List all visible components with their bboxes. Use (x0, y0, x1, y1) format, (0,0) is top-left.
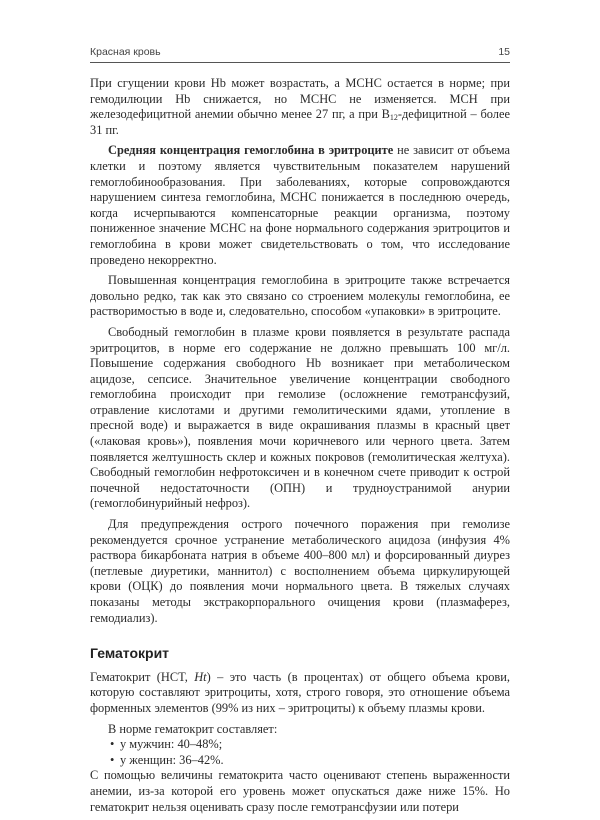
list-item: • у мужчин: 40–48%; (110, 737, 510, 753)
norm-list (90, 737, 510, 768)
norm-intro: В норме гематокрит составляет: (108, 721, 278, 736)
paragraph-text: Гематокрит (HCT, (90, 669, 195, 684)
section-heading: Гематокрит (90, 645, 170, 662)
subscript: 12 (389, 113, 398, 123)
paragraph-high-concentration: Повышенная концентрация гемоглобина в эритроците также встречается довольно редко, так как это связано со строением молекулы гемоглобина, ее растворимостью в воде и, следовательно, способом «упаковки» в эритроците. (90, 273, 510, 319)
running-title: Красная кровь (90, 46, 161, 58)
paragraph-free-hemoglobin: Свободный гемоглобин в плазме крови появляется в результате распада эритроцитов, в норме его содержание не должно превышать 100 мг/л. Повышение содержания свободного Hb возникает при метаболическом ацидозе, сепсисе. Значительное увеличение концентрации свободного гемоглобина происходит при гемолизе (осложнение гемотрансфузий, отравление кислотами и другими гемолитическими ядами, утопление в пресной воде) и выражается в виде окрашивания плазмы в красный цвет («лаковая кровь»), появления мочи коричневого или черного цвета. Затем появляется желтушность склер и кожных покровов (гемолитическая желтуха). Свободный гемоглобин нефротоксичен и в конечном счете приводит к острой почечной недостаточности (ОПН) и трудноустранимой анурии (гемоглобинурийный нефроз). (90, 324, 510, 511)
list-item: • у женщин: 36–42%. (110, 753, 510, 769)
paragraph-text: ) – это часть (в процентах) от общего объема крови, которую составляют эритроциты, хотя, строго говоря, это отношение объема форменных элементов (99% из них – эритроциты) к объему плазмы крови. (90, 669, 510, 715)
header-rule (90, 62, 510, 63)
page-body (90, 76, 510, 820)
paragraph-text: не зависит от объема клетки и поэтому является чувствительным показателем нарушений гемоглобинообразования. При заболеваниях, которые сопровождаются нарушением синтеза гемоглобина, МСНС понижается в последнюю очередь, когда исчерпываются компенсаторные реакции организма, поэтому пониженное значение МСНС на фоне нормального содержания эритроцитов и гемоглобина в крови может свидетельствовать о том, что исследование проведено некорректно. (90, 143, 510, 267)
page-number: 15 (498, 46, 510, 58)
running-header (90, 46, 510, 58)
paragraph-mch (90, 76, 510, 138)
paragraph-text: При сгущении крови Hb может возрастать, а МСНС остается в норме; при гемодилюции Hb снижается, но МСНС не изменяется. МСН при железодефицитной анемии обычно менее 27 пг, а при B (90, 76, 510, 122)
bold-term: Средняя концентрация гемоглобина в эритроците (108, 143, 394, 158)
italic-term: Ht (194, 669, 207, 684)
paragraph-mchc (90, 143, 510, 268)
paragraph-hematocrit-def (90, 670, 510, 717)
paragraph-hematocrit-anemia: С помощью величины гематокрита часто оценивают степень выраженности анемии, из-за которой его уровень может опускаться даже ниже 15%. Но гематокрит нельзя оценивать сразу после гемотрансфузии или потери (90, 768, 510, 814)
paragraph-text: -дефицитной – более 31 пг. (90, 107, 510, 137)
paragraph-prevention: Для предупреждения острого почечного поражения при гемолизе рекомендуется срочное устранение метаболического ацидоза (инфузия 4% раствора бикарбоната натрия в объеме 400–800 мл) и форсированный диурез (петлевые диуретики, маннитол) с восполнением объема циркулирующей крови (ОЦК) до появления мочи нормального цвета. В тяжелых случаях показаны методы экстракорпорального очищения крови (плазмаферез, гемодиализ). (90, 517, 510, 625)
